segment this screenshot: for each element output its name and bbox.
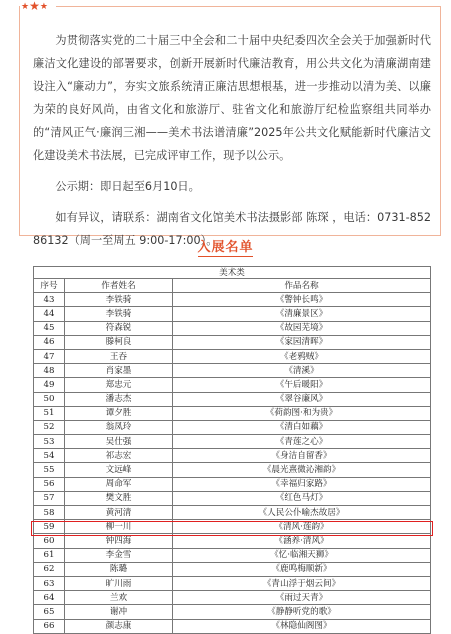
author-name: 文远峰 [65, 463, 173, 477]
artwork-title: 《翠谷廉风》 [173, 392, 431, 406]
publicity-period: 公示期：即日起至6月10日。 [55, 180, 200, 193]
artwork-title: 《青莲之心》 [173, 435, 431, 449]
row-number: 60 [34, 534, 65, 548]
row-number: 50 [34, 392, 65, 406]
author-name: 谢冲 [65, 605, 173, 619]
row-number: 49 [34, 378, 65, 392]
column-header-author: 作者姓名 [65, 279, 173, 293]
author-name: 潘志杰 [65, 392, 173, 406]
table-row [34, 619, 431, 633]
star-icon: ★ [21, 2, 30, 12]
table-row [34, 534, 431, 548]
table-row [34, 477, 431, 491]
table-row [34, 491, 431, 505]
table-row [34, 576, 431, 590]
author-name: 翁凤玲 [65, 420, 173, 434]
artwork-title: 《青山浮于烟云间》 [173, 576, 431, 590]
author-name: 樊文胜 [65, 491, 173, 505]
author-name: 吴仕强 [65, 435, 173, 449]
exhibition-list-table [33, 266, 431, 634]
artwork-title: 《静静听党的歌》 [173, 605, 431, 619]
artwork-title: 《家园清晖》 [173, 335, 431, 349]
artwork-title: 《忆·临湘天狮》 [173, 548, 431, 562]
author-name: 祁志宏 [65, 449, 173, 463]
table-row [34, 548, 431, 562]
author-name: 陈璐 [65, 562, 173, 576]
row-number: 46 [34, 335, 65, 349]
table-row [34, 293, 431, 307]
table-row [34, 392, 431, 406]
row-number: 53 [34, 435, 65, 449]
row-number: 48 [34, 364, 65, 378]
row-number: 43 [34, 293, 65, 307]
star-icon: ★ [29, 0, 40, 13]
row-number: 65 [34, 605, 65, 619]
column-header-number: 序号 [34, 279, 65, 293]
author-name: 黄河清 [65, 506, 173, 520]
author-name: 李金雪 [65, 548, 173, 562]
row-number: 63 [34, 576, 65, 590]
author-name: 兰欢 [65, 591, 173, 605]
author-name: 柳一川 [65, 520, 173, 534]
row-number: 57 [34, 491, 65, 505]
table-row [34, 435, 431, 449]
row-number: 59 [34, 520, 65, 534]
row-number: 51 [34, 406, 65, 420]
table-row [34, 335, 431, 349]
table-row [34, 605, 431, 619]
table-row [34, 562, 431, 576]
row-number: 56 [34, 477, 65, 491]
artwork-title: 《林隐仙阁图》 [173, 619, 431, 633]
artwork-title: 《故园芜境》 [173, 321, 431, 335]
contact-info: 如有异议，请联系：湖南省文化馆美术书法摄影部 陈琛 ，电话：0731-85286132（周一至周五 9:00-17:00）。 [33, 211, 431, 247]
author-name: 肖家墨 [65, 364, 173, 378]
artwork-title: 《幸福归家路》 [173, 477, 431, 491]
table-row [34, 321, 431, 335]
row-number: 54 [34, 449, 65, 463]
artwork-title: 《午后暖阳》 [173, 378, 431, 392]
artwork-title: 《警钟长鸣》 [173, 293, 431, 307]
row-number: 62 [34, 562, 65, 576]
table-row [34, 463, 431, 477]
row-number: 55 [34, 463, 65, 477]
row-number: 66 [34, 619, 65, 633]
row-number: 61 [34, 548, 65, 562]
author-name: 郑忠元 [65, 378, 173, 392]
category-header: 美术类 [34, 267, 431, 279]
row-number: 52 [34, 420, 65, 434]
artwork-title: 《老鸦贼》 [173, 349, 431, 363]
row-number: 58 [34, 506, 65, 520]
author-name: 符森锐 [65, 321, 173, 335]
announcement-text [33, 29, 431, 260]
table-row [34, 307, 431, 321]
author-name: 王吞 [65, 349, 173, 363]
author-name: 李铁骑 [65, 307, 173, 321]
table-row [34, 591, 431, 605]
row-number: 64 [34, 591, 65, 605]
artwork-title: 《荷韵图·和为贵》 [173, 406, 431, 420]
author-name: 滕柯良 [65, 335, 173, 349]
row-number: 44 [34, 307, 65, 321]
artwork-title: 《身洁自留香》 [173, 449, 431, 463]
artwork-title: 《清白如藕》 [173, 420, 431, 434]
column-header-title: 作品名称 [173, 279, 431, 293]
artwork-title: 《红色马灯》 [173, 491, 431, 505]
artwork-title: 《清溪》 [173, 364, 431, 378]
intro-paragraph: 为贯彻落实党的二十届三中全会和二十届中央纪委四次全会关于加强新时代廉洁文化建设的部署要求，创新开展新时代廉洁教育，用公共文化为清廉湖南建设注入“廉动力”，夯实文旅系统清正廉洁思想根基，进一步推动以清为美、以廉为荣的良好风尚，由省文化和旅游厅、驻省文化和旅游厅纪检监察组共同举办的“清风正气·廉润三湘——美术书法谱清廉”2025年公共文化赋能新时代廉洁文化建设美术书法展，已完成评审工作，现予以公示。 [33, 34, 431, 162]
author-name: 谭夕胜 [65, 406, 173, 420]
table-row [34, 364, 431, 378]
exhibition-table-container [33, 266, 430, 634]
artwork-title: 《清廉景区》 [173, 307, 431, 321]
author-name: 李铁骑 [65, 293, 173, 307]
author-name: 颜志康 [65, 619, 173, 633]
table-row [34, 420, 431, 434]
table-row [34, 406, 431, 420]
artwork-title: 《清风·莲韵》 [173, 520, 431, 534]
artwork-title: 《雨过天青》 [173, 591, 431, 605]
artwork-title: 《晨光熹微沁湘韵》 [173, 463, 431, 477]
table-row [34, 506, 431, 520]
table-row [34, 349, 431, 363]
star-icon: ★ [39, 2, 48, 12]
row-number: 45 [34, 321, 65, 335]
author-name: 钟四海 [65, 534, 173, 548]
artwork-title: 《人民公仆喻杰故居》 [173, 506, 431, 520]
artwork-title: 《鹿鸣梅顺新》 [173, 562, 431, 576]
artwork-title: 《涵养·清风》 [173, 534, 431, 548]
table-row [34, 449, 431, 463]
author-name: 周命军 [65, 477, 173, 491]
row-number: 47 [34, 349, 65, 363]
table-row [34, 378, 431, 392]
author-name: 旷川雨 [65, 576, 173, 590]
section-title: 入展名单 [197, 240, 254, 255]
table-row [34, 520, 431, 534]
title-underline [198, 256, 253, 257]
